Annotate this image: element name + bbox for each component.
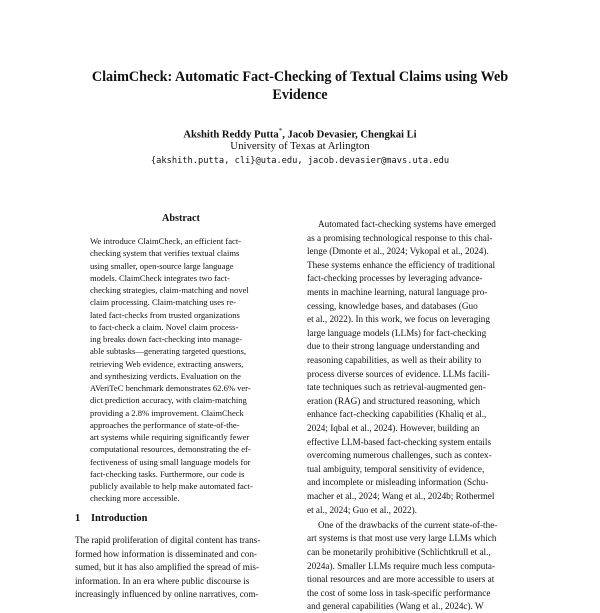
body-text-line: These systems enhance the efficiency of traditional: [307, 259, 496, 270]
abstract-line: lated fact-checks from trusted organizations: [90, 309, 240, 320]
body-text-line: tate techniques such as retrieval-augmented gen-: [307, 382, 486, 393]
paper-title: [40, 68, 560, 104]
body-text-line: art systems is that most use very large LLMs which: [307, 533, 497, 544]
abstract-line: claim processing. Claim-matching uses re-: [90, 297, 236, 308]
abstract-line: retrieving Web evidence, extracting answers,: [90, 358, 244, 369]
body-text-line: eration (RAG) and structured reasoning, which: [307, 395, 480, 406]
abstract-line: to fact-check a claim. Novel claim process-: [90, 321, 239, 332]
abstract-line: using smaller, open-source large language: [90, 260, 234, 271]
body-text-line: tional resources and are more accessible to users at: [307, 574, 495, 585]
paper-title-line: Evidence: [272, 87, 328, 103]
abstract-line: fact-checking tasks. Furthermore, our code is: [90, 468, 245, 479]
section-number: 1: [75, 513, 81, 524]
body-text-line: ments in machine learning, natural language pro-: [307, 287, 488, 297]
body-text-line: sumed, but it has also amplified the spread of mis-: [75, 562, 259, 573]
body-text-line: cessing, knowledge bases, and databases (Guo: [307, 300, 478, 311]
body-text-line: the cost of some loss in task-specific performance: [307, 587, 491, 598]
body-text-line: et al., 2022). In this work, we focus on leveraging: [307, 314, 490, 325]
abstract-line: We introduce ClaimCheck, an efficient fact-: [90, 236, 242, 246]
abstract-line: providing a 2.8% improvement. ClaimCheck: [90, 407, 244, 418]
body-text-line: formed how information is disseminated and con-: [75, 548, 257, 559]
body-text-line: lenge (Dmonte et al., 2024; Vykopal et al., 2024).: [307, 246, 489, 257]
section-heading-introduction: [75, 512, 147, 526]
abstract-heading: Abstract: [162, 213, 200, 224]
body-text-line: and incomplete or misleading information (Schu-: [307, 477, 489, 488]
body-text-line: increasingly influenced by online narratives, com-: [75, 589, 259, 600]
body-text-line: macher et al., 2024; Wang et al., 2024b; Rothermel: [307, 491, 495, 501]
abstract-line: dict prediction accuracy, with claim-matching: [90, 395, 247, 406]
author-footnote-mark: *: [278, 127, 283, 135]
body-text-line: 2024; Iqbal et al., 2024). However, building an: [307, 423, 480, 433]
body-text-line: 2024a). Smaller LLMs require much less computa-: [307, 560, 496, 571]
abstract-line: checking more accessible.: [90, 493, 180, 504]
body-text-line: fact-checking processes by leveraging advance-: [307, 273, 483, 284]
body-text-line: et al., 2024; Guo et al., 2022).: [307, 504, 417, 515]
abstract-line: ing breaks down fact-checking into manage-: [90, 334, 243, 344]
body-text-line: large language models (LLMs) for fact-checking: [307, 327, 487, 338]
section-title: Introduction: [91, 513, 148, 524]
author-names-rest: , Jacob Devasier, Chengkai Li: [282, 129, 417, 141]
affiliation: University of Texas at Arlington: [230, 140, 370, 152]
body-text-line: process diverse sources of evidence. LLMs facili-: [307, 368, 490, 379]
author-name: Akshith Reddy Putta: [183, 129, 279, 141]
body-text-line: Automated fact-checking systems have emerged: [318, 219, 496, 229]
abstract-line: checking system that verifies textual claims: [90, 248, 240, 259]
body-text-line: due to their strong language understanding and: [307, 341, 480, 352]
body-text-line: information. In an era where public discourse is: [75, 575, 250, 586]
abstract-line: able subtasks—generating targeted questions,: [90, 346, 247, 357]
abstract-line: models. ClaimCheck integrates two fact-: [90, 272, 230, 283]
abstract-line: computational resources, demonstrating the ef-: [90, 444, 251, 455]
abstract-line: art systems while requiring significantly fewer: [90, 432, 250, 442]
body-text-line: One of the drawbacks of the current state-of-the-: [318, 519, 498, 530]
abstract-line: approaches the performance of state-of-the-: [90, 419, 240, 430]
body-text-line: can be monetarily prohibitive (Schlichtkrull et al.,: [307, 546, 491, 557]
body-text-line: as a promising technological response to this chal-: [307, 232, 493, 243]
author-emails: {akshith.putta, cli}@uta.edu, jacob.devasier@mavs.uta.edu: [150, 156, 450, 166]
body-text-line: enhance fact-checking capabilities (Khaliq et al.,: [307, 409, 487, 420]
abstract-line: publicly available to help make automated fact-: [90, 481, 253, 491]
abstract-line: AVeriTeC benchmark demonstrates 62.6% ver-: [90, 383, 251, 393]
abstract-line: and synthesizing verdicts. Evaluation on the: [90, 370, 241, 381]
body-text-line: overcoming numerous challenges, such as contex-: [307, 450, 492, 461]
body-text-line: tual ambiguity, temporal sensitivity of evidence,: [307, 463, 485, 474]
abstract-line: fectiveness of using small language models for: [90, 456, 251, 467]
body-text-line: effective LLM-based fact-checking system entails: [307, 436, 492, 447]
body-text-line: and general capabilities (Wang et al., 2024c). W: [307, 601, 484, 612]
paper-title-line: ClaimCheck: Automatic Fact-Checking of Textual Claims using Web: [91, 69, 509, 85]
body-text-line: reasoning capabilities, as well as their ability to: [307, 355, 482, 365]
body-text-line: The rapid proliferation of digital content has trans-: [75, 535, 261, 545]
abstract-line: checking strategies, claim-matching and novel: [90, 285, 249, 295]
